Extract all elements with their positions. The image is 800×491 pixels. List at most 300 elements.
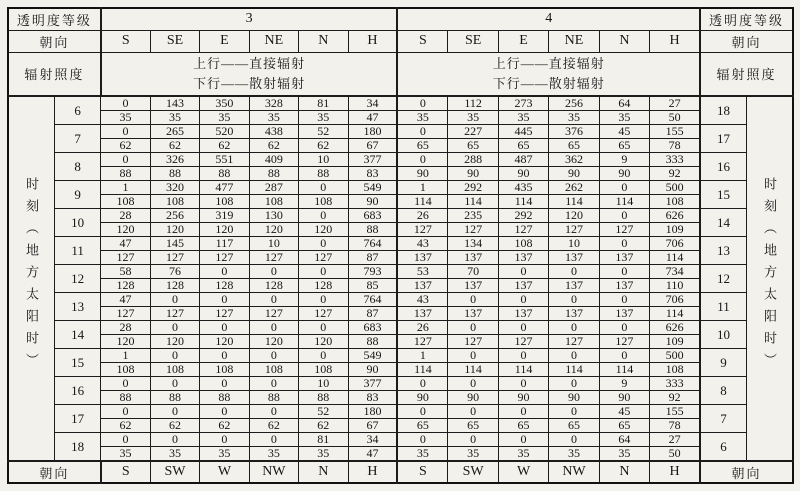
diffuse-value-cell: 50 — [650, 111, 700, 125]
direct-value-cell: 112 — [448, 96, 498, 111]
diffuse-value-cell: 109 — [650, 335, 700, 349]
hour-cell-right: 15 — [700, 181, 746, 209]
time-axis-label-left — [8, 96, 54, 461]
direct-value-cell: 10 — [299, 153, 348, 167]
direct-value-cell: 0 — [299, 181, 348, 195]
direct-value-cell: 551 — [200, 153, 249, 167]
direct-radiation-row — [8, 237, 793, 251]
orientation-top-h: H — [348, 30, 397, 52]
irradiance-label-right: 辐射照度 — [700, 52, 793, 96]
diffuse-value-cell: 114 — [599, 195, 649, 209]
direct-value-cell: 0 — [448, 405, 498, 419]
direct-value-cell: 34 — [348, 96, 397, 111]
diffuse-value-cell: 137 — [599, 307, 649, 321]
diffuse-value-cell: 137 — [549, 307, 599, 321]
diffuse-value-cell: 127 — [101, 251, 150, 265]
direct-value-cell: 0 — [448, 349, 498, 363]
diffuse-value-cell: 35 — [549, 447, 599, 462]
direct-value-cell: 0 — [200, 405, 249, 419]
orientation-top-ne: NE — [249, 30, 298, 52]
diffuse-value-cell: 87 — [348, 251, 397, 265]
direct-value-cell: 292 — [448, 181, 498, 195]
direct-radiation-row — [8, 265, 793, 279]
direct-value-cell: 0 — [498, 265, 548, 279]
diffuse-value-cell: 128 — [249, 279, 298, 293]
diffuse-value-cell: 108 — [101, 363, 150, 377]
diffuse-value-cell: 120 — [101, 335, 150, 349]
direct-value-cell: 47 — [101, 237, 150, 251]
direct-value-cell: 500 — [650, 349, 700, 363]
diffuse-value-cell: 65 — [599, 419, 649, 433]
diffuse-value-cell: 35 — [249, 447, 298, 462]
hour-cell-right: 11 — [700, 293, 746, 321]
direct-value-cell: 333 — [650, 153, 700, 167]
diffuse-value-cell: 127 — [498, 223, 548, 237]
direct-value-cell: 706 — [650, 293, 700, 307]
orientation-bottom-w: W — [200, 461, 249, 483]
diffuse-value-cell: 137 — [549, 279, 599, 293]
hour-cell-left: 17 — [54, 405, 100, 433]
direct-value-cell: 0 — [498, 433, 548, 447]
diffuse-value-cell: 90 — [549, 167, 599, 181]
diffuse-value-cell: 90 — [397, 391, 447, 405]
direct-value-cell: 0 — [397, 125, 447, 139]
hour-cell-left: 16 — [54, 377, 100, 405]
direct-value-cell: 1 — [101, 349, 150, 363]
direct-value-cell: 409 — [249, 153, 298, 167]
diffuse-value-cell: 92 — [650, 391, 700, 405]
diffuse-value-cell: 108 — [249, 363, 298, 377]
direct-value-cell: 0 — [599, 237, 649, 251]
diffuse-value-cell: 62 — [200, 419, 249, 433]
diffuse-value-cell: 114 — [397, 363, 447, 377]
direct-value-cell: 377 — [348, 153, 397, 167]
direct-value-cell: 273 — [498, 96, 548, 111]
diffuse-value-cell: 128 — [101, 279, 150, 293]
direct-value-cell: 130 — [249, 209, 298, 223]
direct-value-cell: 227 — [448, 125, 498, 139]
irradiance-header-row — [8, 52, 793, 96]
direct-value-cell: 683 — [348, 321, 397, 335]
diffuse-value-cell: 120 — [101, 223, 150, 237]
radiation-table — [7, 7, 794, 484]
diffuse-value-cell: 62 — [150, 139, 199, 153]
diffuse-value-cell: 65 — [448, 419, 498, 433]
diffuse-value-cell: 90 — [448, 167, 498, 181]
direct-value-cell: 376 — [549, 125, 599, 139]
hour-cell-right: 8 — [700, 377, 746, 405]
direct-radiation-row — [8, 321, 793, 335]
diffuse-value-cell: 90 — [348, 363, 397, 377]
direct-value-cell: 0 — [150, 433, 199, 447]
diffuse-value-cell: 120 — [249, 223, 298, 237]
hour-cell-left: 10 — [54, 209, 100, 237]
direct-value-cell: 292 — [498, 209, 548, 223]
diffuse-value-cell: 90 — [397, 167, 447, 181]
direct-value-cell: 683 — [348, 209, 397, 223]
hour-cell-left: 9 — [54, 181, 100, 209]
orientation-bottom-nw2: NW — [549, 461, 599, 483]
direct-value-cell: 706 — [650, 237, 700, 251]
direct-value-cell: 43 — [397, 293, 447, 307]
diffuse-value-cell: 88 — [150, 391, 199, 405]
direct-value-cell: 0 — [397, 377, 447, 391]
hour-cell-right: 12 — [700, 265, 746, 293]
direct-value-cell: 0 — [498, 377, 548, 391]
transparency-header-row — [8, 8, 793, 30]
direct-value-cell: 500 — [650, 181, 700, 195]
direct-value-cell: 145 — [150, 237, 199, 251]
diffuse-value-cell: 35 — [448, 447, 498, 462]
diffuse-value-cell: 90 — [448, 391, 498, 405]
note-diffuse-right: 下行——散射辐射 — [492, 75, 605, 91]
diffuse-value-cell: 127 — [599, 335, 649, 349]
diffuse-value-cell: 35 — [101, 447, 150, 462]
direct-value-cell: 326 — [150, 153, 199, 167]
direct-value-cell: 0 — [150, 321, 199, 335]
diffuse-radiation-row — [8, 335, 793, 349]
direct-value-cell: 0 — [397, 96, 447, 111]
diffuse-value-cell: 114 — [448, 363, 498, 377]
orientation-bottom-s2: S — [397, 461, 447, 483]
hour-cell-left: 13 — [54, 293, 100, 321]
direct-value-cell: 1 — [397, 181, 447, 195]
hour-cell-right: 17 — [700, 125, 746, 153]
diffuse-value-cell: 108 — [150, 363, 199, 377]
direct-value-cell: 26 — [397, 321, 447, 335]
direct-value-cell: 549 — [348, 349, 397, 363]
diffuse-radiation-row — [8, 419, 793, 433]
direct-value-cell: 9 — [599, 377, 649, 391]
diffuse-value-cell: 62 — [299, 419, 348, 433]
direct-value-cell: 34 — [348, 433, 397, 447]
direct-radiation-row — [8, 405, 793, 419]
diffuse-value-cell: 109 — [650, 223, 700, 237]
direct-value-cell: 10 — [549, 237, 599, 251]
hour-cell-right: 18 — [700, 96, 746, 125]
diffuse-value-cell: 62 — [200, 139, 249, 153]
diffuse-value-cell: 137 — [448, 279, 498, 293]
hour-cell-right: 7 — [700, 405, 746, 433]
transparency-level-3: 3 — [101, 8, 398, 30]
diffuse-value-cell: 137 — [498, 251, 548, 265]
diffuse-value-cell: 137 — [448, 251, 498, 265]
time-axis-label-text: 时刻（地方太阳时） — [761, 177, 777, 375]
diffuse-value-cell: 88 — [299, 167, 348, 181]
orientation-footer-row — [8, 461, 793, 483]
diffuse-value-cell: 78 — [650, 139, 700, 153]
orientation-bottom-w2: W — [498, 461, 548, 483]
diffuse-value-cell: 35 — [397, 447, 447, 462]
orientation-bottom-n2: N — [599, 461, 649, 483]
diffuse-value-cell: 114 — [650, 251, 700, 265]
diffuse-value-cell: 128 — [299, 279, 348, 293]
diffuse-value-cell: 108 — [101, 195, 150, 209]
orientation-top-s2: S — [397, 30, 447, 52]
diffuse-value-cell: 47 — [348, 447, 397, 462]
hour-cell-left: 6 — [54, 96, 100, 125]
diffuse-radiation-row — [8, 139, 793, 153]
diffuse-value-cell: 35 — [397, 111, 447, 125]
diffuse-value-cell: 67 — [348, 419, 397, 433]
direct-value-cell: 180 — [348, 125, 397, 139]
hour-cell-right: 9 — [700, 349, 746, 377]
orientation-bottom-s: S — [101, 461, 150, 483]
diffuse-value-cell: 35 — [249, 111, 298, 125]
orientation-bottom-h: H — [348, 461, 397, 483]
diffuse-value-cell: 120 — [150, 223, 199, 237]
direct-value-cell: 0 — [150, 405, 199, 419]
direct-value-cell: 0 — [200, 433, 249, 447]
orientation-top-s: S — [101, 30, 150, 52]
diffuse-value-cell: 127 — [599, 223, 649, 237]
diffuse-value-cell: 90 — [549, 391, 599, 405]
direct-value-cell: 47 — [101, 293, 150, 307]
direct-value-cell: 81 — [299, 96, 348, 111]
diffuse-value-cell: 108 — [200, 195, 249, 209]
direct-value-cell: 350 — [200, 96, 249, 111]
direct-value-cell: 0 — [549, 265, 599, 279]
direct-value-cell: 0 — [249, 293, 298, 307]
direct-value-cell: 445 — [498, 125, 548, 139]
direct-value-cell: 0 — [549, 293, 599, 307]
orientation-top-n2: N — [599, 30, 649, 52]
irradiance-note-left — [101, 52, 398, 96]
diffuse-value-cell: 65 — [498, 139, 548, 153]
direct-value-cell: 549 — [348, 181, 397, 195]
hour-cell-right: 6 — [700, 433, 746, 462]
direct-value-cell: 262 — [549, 181, 599, 195]
direct-value-cell: 764 — [348, 293, 397, 307]
direct-value-cell: 0 — [498, 349, 548, 363]
direct-value-cell: 0 — [299, 209, 348, 223]
diffuse-value-cell: 87 — [348, 307, 397, 321]
direct-value-cell: 9 — [599, 153, 649, 167]
diffuse-radiation-row — [8, 223, 793, 237]
diffuse-value-cell: 120 — [299, 335, 348, 349]
diffuse-value-cell: 120 — [150, 335, 199, 349]
direct-value-cell: 27 — [650, 96, 700, 111]
direct-value-cell: 0 — [599, 349, 649, 363]
diffuse-value-cell: 88 — [348, 223, 397, 237]
direct-value-cell: 0 — [249, 405, 298, 419]
direct-value-cell: 52 — [299, 405, 348, 419]
diffuse-value-cell: 127 — [249, 251, 298, 265]
diffuse-value-cell: 127 — [549, 335, 599, 349]
transparency-label-right: 透明度等级 — [700, 8, 793, 30]
diffuse-value-cell: 62 — [249, 139, 298, 153]
direct-value-cell: 0 — [599, 321, 649, 335]
hour-cell-right: 13 — [700, 237, 746, 265]
direct-value-cell: 0 — [249, 433, 298, 447]
direct-value-cell: 0 — [101, 125, 150, 139]
direct-value-cell: 0 — [101, 433, 150, 447]
hour-cell-left: 12 — [54, 265, 100, 293]
direct-radiation-row — [8, 209, 793, 223]
direct-value-cell: 764 — [348, 237, 397, 251]
diffuse-value-cell: 62 — [101, 419, 150, 433]
diffuse-value-cell: 85 — [348, 279, 397, 293]
diffuse-value-cell: 114 — [498, 195, 548, 209]
diffuse-value-cell: 127 — [299, 307, 348, 321]
orientation-bottom-h2: H — [650, 461, 700, 483]
hour-cell-left: 7 — [54, 125, 100, 153]
diffuse-value-cell: 127 — [498, 335, 548, 349]
diffuse-value-cell: 120 — [200, 335, 249, 349]
direct-value-cell: 0 — [101, 96, 150, 111]
direct-value-cell: 288 — [448, 153, 498, 167]
direct-value-cell: 70 — [448, 265, 498, 279]
diffuse-value-cell: 50 — [650, 447, 700, 462]
orientation-top-e: E — [200, 30, 249, 52]
diffuse-value-cell: 65 — [498, 419, 548, 433]
orientation-top-h2: H — [650, 30, 700, 52]
diffuse-value-cell: 137 — [498, 279, 548, 293]
direct-value-cell: 0 — [249, 377, 298, 391]
diffuse-value-cell: 65 — [397, 139, 447, 153]
orientation-bottom-sw: SW — [150, 461, 199, 483]
diffuse-value-cell: 114 — [549, 195, 599, 209]
direct-value-cell: 64 — [599, 433, 649, 447]
direct-value-cell: 10 — [299, 377, 348, 391]
diffuse-value-cell: 110 — [650, 279, 700, 293]
diffuse-value-cell: 62 — [299, 139, 348, 153]
direct-value-cell: 45 — [599, 405, 649, 419]
direct-value-cell: 0 — [200, 321, 249, 335]
direct-value-cell: 0 — [299, 321, 348, 335]
diffuse-value-cell: 88 — [200, 167, 249, 181]
diffuse-radiation-row — [8, 307, 793, 321]
direct-value-cell: 0 — [249, 265, 298, 279]
direct-value-cell: 0 — [397, 433, 447, 447]
direct-radiation-row — [8, 377, 793, 391]
direct-value-cell: 120 — [549, 209, 599, 223]
diffuse-value-cell: 127 — [200, 307, 249, 321]
diffuse-value-cell: 137 — [599, 279, 649, 293]
direct-radiation-row — [8, 153, 793, 167]
diffuse-value-cell: 92 — [650, 167, 700, 181]
orientation-top-e2: E — [498, 30, 548, 52]
hour-cell-right: 14 — [700, 209, 746, 237]
direct-radiation-row — [8, 293, 793, 307]
diffuse-value-cell: 35 — [200, 447, 249, 462]
hour-cell-right: 10 — [700, 321, 746, 349]
diffuse-value-cell: 127 — [150, 251, 199, 265]
direct-value-cell: 626 — [650, 321, 700, 335]
diffuse-value-cell: 35 — [498, 447, 548, 462]
diffuse-value-cell: 62 — [249, 419, 298, 433]
direct-value-cell: 477 — [200, 181, 249, 195]
diffuse-value-cell: 90 — [498, 391, 548, 405]
data-rows — [8, 96, 793, 461]
diffuse-radiation-row — [8, 447, 793, 462]
diffuse-value-cell: 35 — [599, 111, 649, 125]
diffuse-value-cell: 35 — [498, 111, 548, 125]
direct-value-cell: 256 — [150, 209, 199, 223]
direct-value-cell: 0 — [498, 293, 548, 307]
direct-value-cell: 0 — [299, 293, 348, 307]
diffuse-value-cell: 35 — [150, 447, 199, 462]
diffuse-value-cell: 90 — [599, 391, 649, 405]
orientation-top-n: N — [299, 30, 348, 52]
hour-cell-left: 14 — [54, 321, 100, 349]
diffuse-value-cell: 65 — [599, 139, 649, 153]
irradiance-note-right — [397, 52, 700, 96]
direct-value-cell: 43 — [397, 237, 447, 251]
direct-value-cell: 319 — [200, 209, 249, 223]
orientation-label-bottom-left: 朝向 — [8, 461, 101, 483]
diffuse-value-cell: 114 — [549, 363, 599, 377]
direct-value-cell: 320 — [150, 181, 199, 195]
diffuse-value-cell: 88 — [249, 391, 298, 405]
diffuse-value-cell: 120 — [299, 223, 348, 237]
direct-value-cell: 26 — [397, 209, 447, 223]
diffuse-value-cell: 35 — [150, 111, 199, 125]
diffuse-radiation-row — [8, 167, 793, 181]
note-direct-right: 上行——直接辐射 — [492, 55, 605, 71]
diffuse-value-cell: 35 — [448, 111, 498, 125]
diffuse-value-cell: 137 — [397, 279, 447, 293]
orientation-bottom-n: N — [299, 461, 348, 483]
diffuse-value-cell: 35 — [101, 111, 150, 125]
diffuse-value-cell: 62 — [101, 139, 150, 153]
diffuse-value-cell: 88 — [101, 167, 150, 181]
direct-value-cell: 0 — [448, 321, 498, 335]
direct-value-cell: 438 — [249, 125, 298, 139]
diffuse-value-cell: 127 — [448, 223, 498, 237]
direct-value-cell: 0 — [150, 377, 199, 391]
transparency-label-left: 透明度等级 — [8, 8, 101, 30]
direct-value-cell: 0 — [599, 209, 649, 223]
diffuse-value-cell: 35 — [599, 447, 649, 462]
direct-value-cell: 0 — [498, 405, 548, 419]
direct-value-cell: 487 — [498, 153, 548, 167]
direct-radiation-row — [8, 349, 793, 363]
orientation-label-right: 朝向 — [700, 30, 793, 52]
diffuse-value-cell: 114 — [448, 195, 498, 209]
diffuse-value-cell: 128 — [200, 279, 249, 293]
diffuse-radiation-row — [8, 391, 793, 405]
orientation-top-ne2: NE — [549, 30, 599, 52]
direct-value-cell: 108 — [498, 237, 548, 251]
direct-value-cell: 0 — [150, 293, 199, 307]
diffuse-value-cell: 108 — [650, 195, 700, 209]
direct-value-cell: 0 — [549, 433, 599, 447]
direct-value-cell: 0 — [549, 321, 599, 335]
diffuse-value-cell: 78 — [650, 419, 700, 433]
diffuse-value-cell: 127 — [299, 251, 348, 265]
direct-value-cell: 1 — [101, 181, 150, 195]
hour-cell-left: 15 — [54, 349, 100, 377]
direct-value-cell: 58 — [101, 265, 150, 279]
diffuse-value-cell: 83 — [348, 391, 397, 405]
direct-value-cell: 28 — [101, 321, 150, 335]
direct-value-cell: 0 — [200, 293, 249, 307]
diffuse-value-cell: 108 — [200, 363, 249, 377]
note-diffuse-left: 下行——散射辐射 — [193, 75, 306, 91]
diffuse-value-cell: 127 — [150, 307, 199, 321]
direct-radiation-row — [8, 181, 793, 195]
direct-radiation-row — [8, 96, 793, 111]
diffuse-radiation-row — [8, 251, 793, 265]
direct-value-cell: 0 — [498, 321, 548, 335]
direct-value-cell: 28 — [101, 209, 150, 223]
diffuse-value-cell: 88 — [200, 391, 249, 405]
diffuse-value-cell: 90 — [599, 167, 649, 181]
hour-cell-right: 16 — [700, 153, 746, 181]
irradiance-label-left: 辐射照度 — [8, 52, 101, 96]
direct-value-cell: 52 — [299, 125, 348, 139]
